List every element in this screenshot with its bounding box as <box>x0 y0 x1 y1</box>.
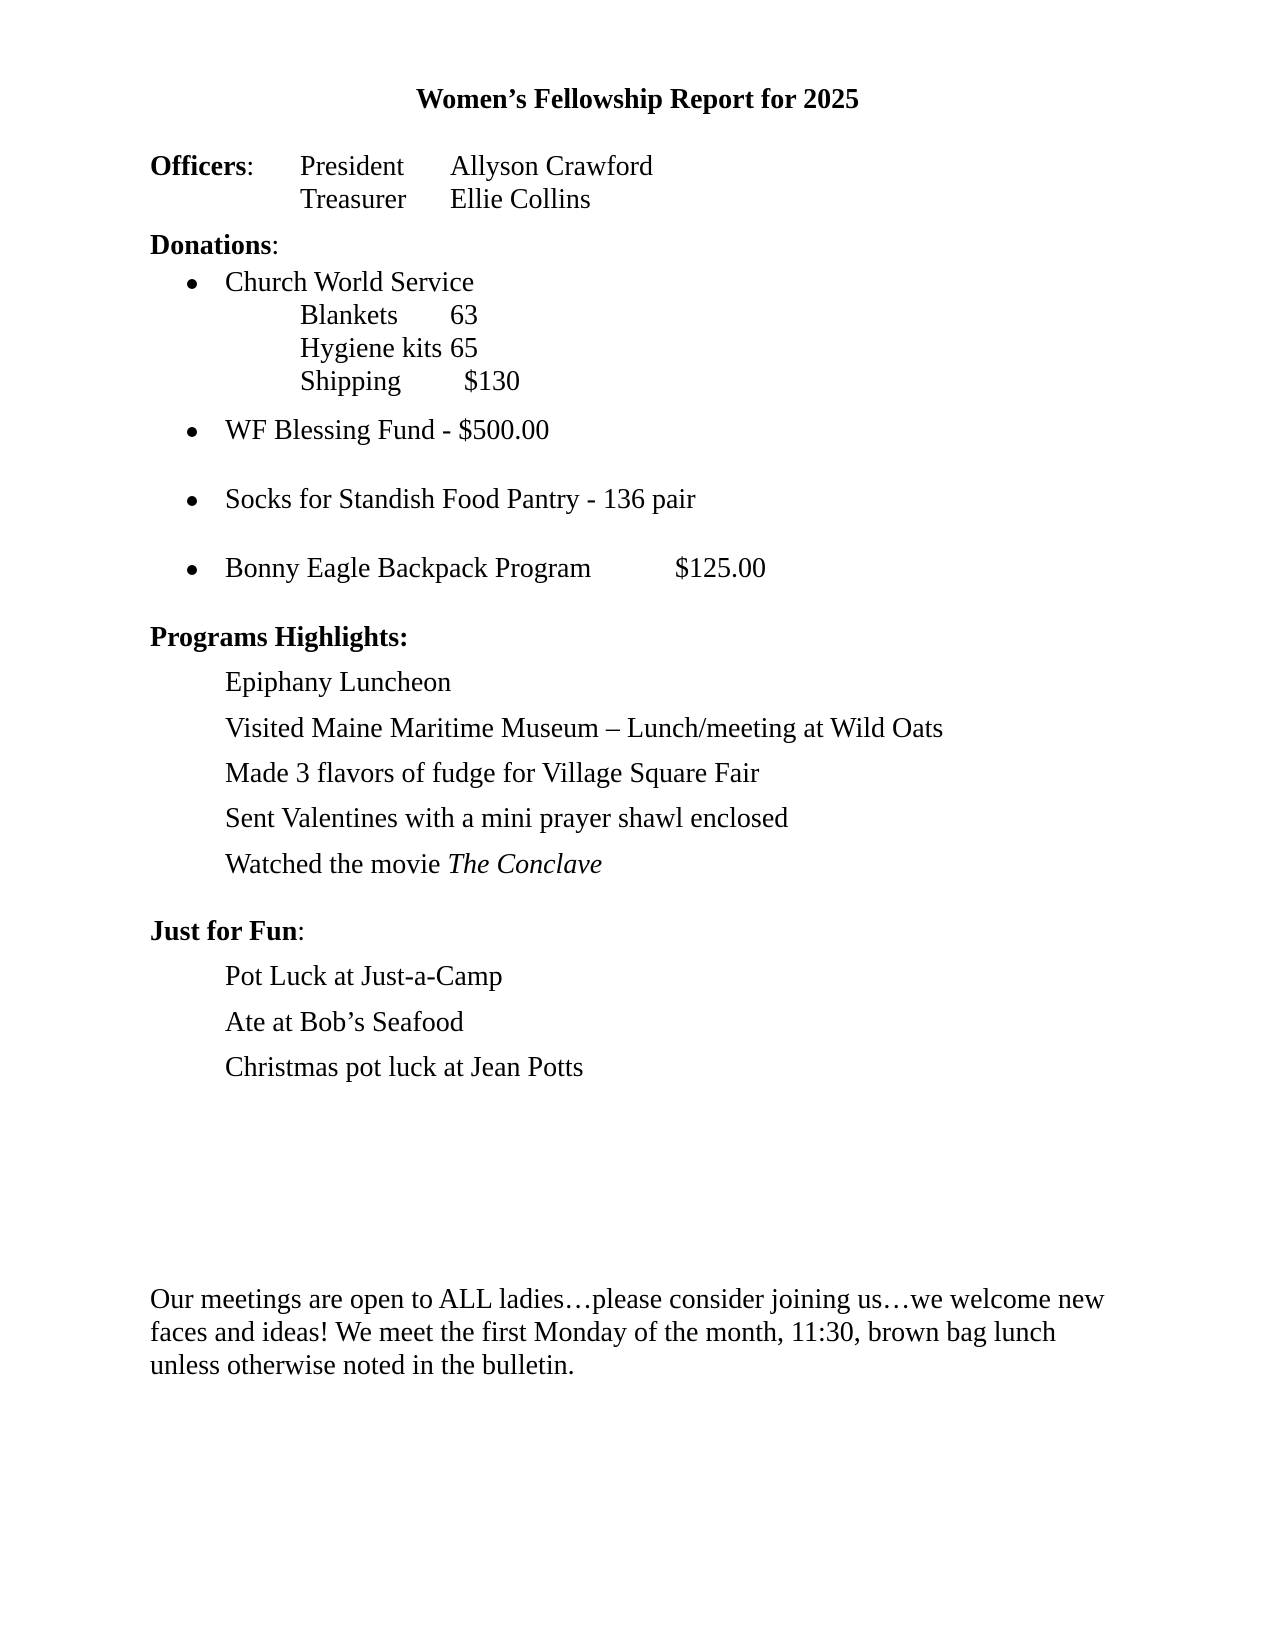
donation-cws-value: 65 <box>450 333 478 364</box>
fun-colon: : <box>297 916 306 947</box>
fun-heading: Just for Fun <box>150 916 298 947</box>
donation-cws-label: Church World Service <box>225 267 475 298</box>
donation-cws-item: Shipping <box>300 366 402 397</box>
officers-heading: Officers <box>150 151 247 182</box>
donation-item: Socks for Standish Food Pantry - 136 pair <box>225 484 696 515</box>
program-item: Made 3 flavors of fudge for Village Square Fair <box>225 758 760 789</box>
donations-colon: : <box>271 230 280 261</box>
movie-prefix: Watched the movie <box>225 849 448 880</box>
program-item: Visited Maine Maritime Museum – Lunch/meeting at Wild Oats <box>225 713 944 744</box>
donations-label <box>150 229 279 262</box>
officer-role: Treasurer <box>300 184 407 215</box>
closing-paragraph: Our meetings are open to ALL ladies…please consider joining us…we welcome new faces and ideas! We meet the first Monday of the month, 11:30, brown bag lunch unless otherwise noted in the bulletin. <box>150 1284 1105 1381</box>
donation-backpack-value: $125.00 <box>675 553 766 584</box>
program-item-movie <box>225 848 602 881</box>
bullet-icon <box>187 279 197 289</box>
donation-item: WF Blessing Fund - $500.00 <box>225 415 550 446</box>
donation-cws-value: 63 <box>450 300 478 331</box>
program-item: Sent Valentines with a mini prayer shawl enclosed <box>225 803 789 834</box>
donation-cws-item: Hygiene kits <box>300 333 443 364</box>
donations-heading: Donations <box>150 230 272 261</box>
page-title: Women’s Fellowship Report for 2025 <box>415 84 860 115</box>
officers-colon: : <box>246 151 255 182</box>
officers-label <box>150 150 254 183</box>
bullet-icon <box>187 427 197 437</box>
donation-cws-item: Blankets <box>300 300 398 331</box>
officer-name: Allyson Crawford <box>450 151 653 182</box>
officer-name: Ellie Collins <box>450 184 591 215</box>
fun-item: Christmas pot luck at Jean Potts <box>225 1052 584 1083</box>
donation-cws-value: $130 <box>464 366 520 397</box>
program-item: Epiphany Luncheon <box>225 667 452 698</box>
donation-backpack-label: Bonny Eagle Backpack Program <box>225 553 592 584</box>
fun-item: Pot Luck at Just-a-Camp <box>225 961 503 992</box>
bullet-icon <box>187 496 197 506</box>
movie-title: The Conclave <box>447 849 603 880</box>
fun-label <box>150 915 305 948</box>
officer-role: President <box>300 151 405 182</box>
programs-heading: Programs Highlights: <box>150 622 409 653</box>
bullet-icon <box>187 565 197 575</box>
fun-item: Ate at Bob’s Seafood <box>225 1007 464 1038</box>
